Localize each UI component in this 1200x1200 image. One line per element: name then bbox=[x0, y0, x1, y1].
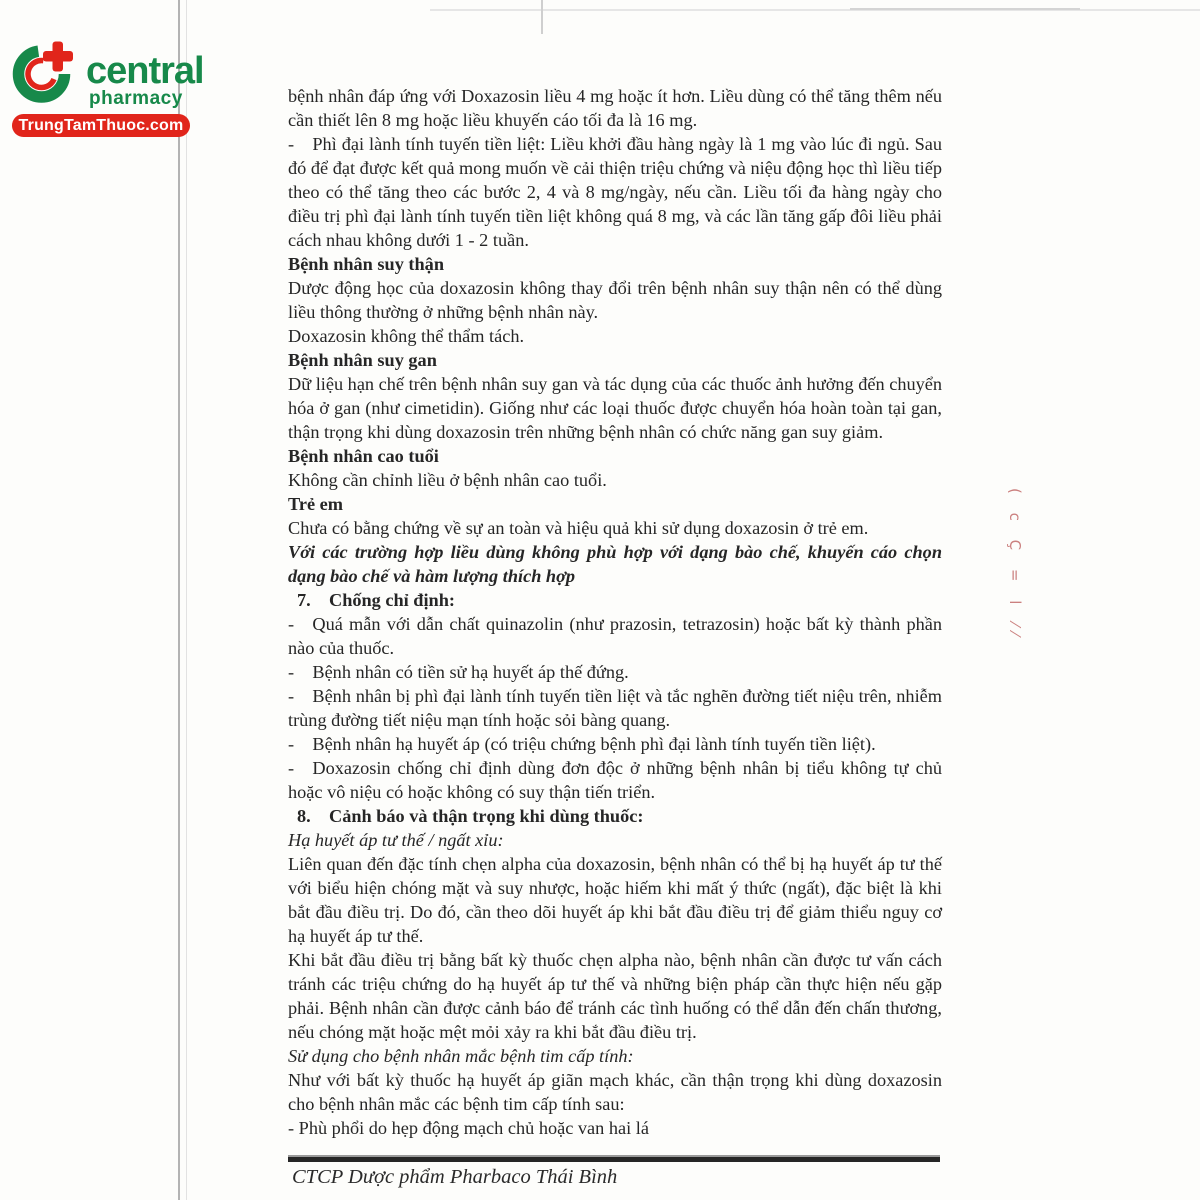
list-item: - Bệnh nhân hạ huyết áp (có triệu chứng bệnh phì đại lành tính tuyến tiền liệt). bbox=[288, 734, 876, 754]
document-body bbox=[288, 84, 942, 1140]
logo-sub-text: pharmacy bbox=[89, 88, 183, 109]
emphasis-note: Với các trường hợp liều dùng không phù hợp với dạng bào chế, khuyến cáo chọn dạng bào chế và hàm lượng thích hợp bbox=[288, 542, 942, 586]
section-heading: Bệnh nhân cao tuổi bbox=[288, 446, 439, 466]
section-heading: Bệnh nhân suy gan bbox=[288, 350, 437, 370]
paragraph: - Phù phổi do hẹp động mạch chủ hoặc van hai lá bbox=[288, 1118, 649, 1138]
list-item: - Quá mẫn với dẫn chất quinazolin (như prazosin, tetrazosin) hoặc bất kỳ thành phần nào của thuốc. bbox=[288, 614, 942, 658]
footer-divider-bar bbox=[288, 1155, 940, 1162]
paragraph: Khi bắt đầu điều trị bằng bất kỳ thuốc chẹn alpha nào, bệnh nhân cần được tư vấn cách tránh các triệu chứng do hạ huyết áp tư thế và những biện pháp cần thực hiện nếu gặp phải. Bệnh nhân cần được cảnh báo để tránh các tình huống có thể dẫn đến chấn thương, nếu chóng mặt hoặc mệt mỏi xảy ra khi bắt đầu điều trị. bbox=[288, 950, 942, 1042]
list-item: - Phì đại lành tính tuyến tiền liệt: Liều khởi đầu hàng ngày là 1 mg vào lúc đi ngủ. Sau đó để đạt được kết quả mong muốn về cải thiện triệu chứng và niệu động học thì liều tiếp theo có thể tăng theo các bước 2, 4 và 8 mg/ngày, nếu cần. Liều tối đa hàng ngày cho điều trị phì đại lành tính tuyến tiền liệt không quá 8 mg, và các lần tăng gấp đôi liều phải cách nhau không dưới 1 - 2 tuần. bbox=[288, 134, 942, 250]
scan-top-edge bbox=[430, 9, 1200, 11]
paragraph: Dược động học của doxazosin không thay đổi trên bệnh nhân suy thận nên có thể dùng liều thông thường ở những bệnh nhân này. bbox=[288, 278, 942, 322]
scan-top-mark bbox=[541, 0, 543, 34]
list-item: - Bệnh nhân bị phì đại lành tính tuyến tiền liệt và tắc nghẽn đường tiết niệu trên, nhiễm trùng đường tiết niệu mạn tính hoặc sỏi bàng quang. bbox=[288, 686, 942, 730]
logo-brand-text: central bbox=[86, 50, 204, 92]
scan-top-edge-dark bbox=[850, 8, 1080, 10]
central-pharmacy-logo bbox=[10, 36, 220, 140]
numbered-heading: 8. Cảnh báo và thận trọng khi dùng thuốc: bbox=[297, 806, 644, 826]
italic-subheading: Hạ huyết áp tư thế / ngất xỉu: bbox=[288, 830, 504, 850]
scan-fold-line-echo bbox=[186, 0, 187, 1200]
paragraph: Dữ liệu hạn chế trên bệnh nhân suy gan và tác dụng của các thuốc ảnh hưởng đến chuyển hóa ở gan (như cimetidin). Giống như các loại thuốc được chuyển hóa hoàn toàn tại gan, thận trọng khi dùng doxazosin trên những bệnh nhân có chức năng gan suy giảm. bbox=[288, 374, 942, 442]
italic-subheading: Sử dụng cho bệnh nhân mắc bệnh tim cấp tính: bbox=[288, 1046, 634, 1066]
stamp-bleedthrough-marks: ( c Ç = l ⁄⁄ bbox=[1006, 488, 1024, 643]
section-heading: Trẻ em bbox=[288, 494, 343, 514]
plus-icon bbox=[53, 42, 64, 72]
logo-website-badge: TrungTamThuoc.com bbox=[12, 114, 190, 137]
list-item: - Doxazosin chống chỉ định dùng đơn độc ở những bệnh nhân bị tiểu không tự chủ hoặc vô niệu có hoặc không có suy thận tiến triển. bbox=[288, 758, 942, 802]
paragraph: Không cần chỉnh liều ở bệnh nhân cao tuổi. bbox=[288, 470, 607, 490]
paragraph: bệnh nhân đáp ứng với Doxazosin liều 4 mg hoặc ít hơn. Liều dùng có thể tăng thêm nếu cần thiết lên 8 mg hoặc liều khuyến cáo tối đa là 16 mg. bbox=[288, 86, 942, 130]
numbered-heading: 7. Chống chỉ định: bbox=[297, 590, 455, 610]
list-item: - Bệnh nhân có tiền sử hạ huyết áp thế đứng. bbox=[288, 662, 629, 682]
paragraph: Liên quan đến đặc tính chẹn alpha của doxazosin, bệnh nhân có thể bị hạ huyết áp tư thế với biểu hiện chóng mặt và suy nhược, hoặc hiếm khi mất ý thức (ngất), đặc biệt là khi bắt đầu điều trị. Do đó, cần theo dõi huyết áp khi bắt đầu điều trị để giảm thiểu nguy cơ hạ huyết áp tư thế. bbox=[288, 854, 942, 946]
footer-company-name: CTCP Dược phẩm Pharbaco Thái Bình bbox=[292, 1166, 618, 1188]
paragraph: Chưa có bằng chứng về sự an toàn và hiệu quả khi sử dụng doxazosin ở trẻ em. bbox=[288, 518, 869, 538]
pharmacy-cross-icon bbox=[12, 38, 92, 110]
section-heading: Bệnh nhân suy thận bbox=[288, 254, 444, 274]
paragraph: Như với bất kỳ thuốc hạ huyết áp giãn mạch khác, cần thận trọng khi dùng doxazosin cho bệnh nhân mắc các bệnh tim cấp tính sau: bbox=[288, 1070, 942, 1114]
paragraph: Doxazosin không thể thẩm tách. bbox=[288, 326, 525, 346]
scan-fold-line bbox=[178, 0, 180, 1200]
